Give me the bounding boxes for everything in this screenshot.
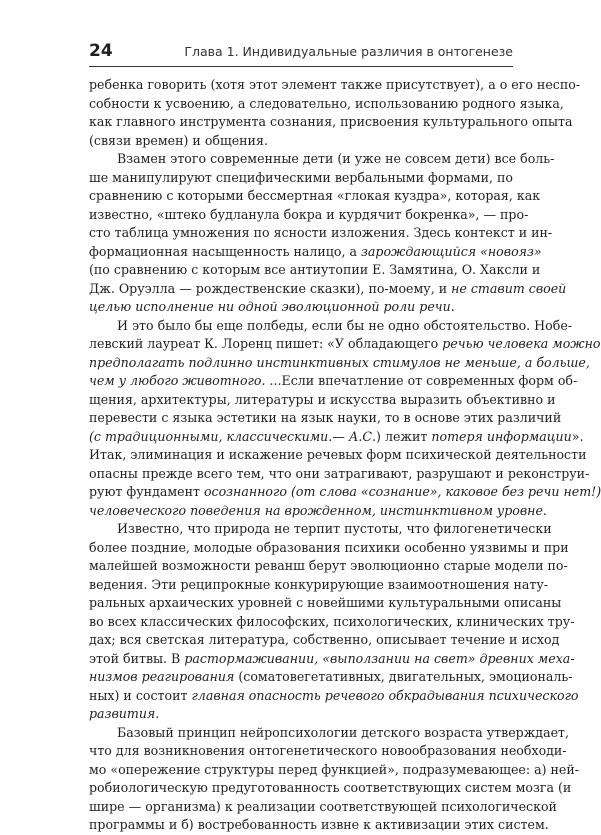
text-line (89, 132, 513, 151)
text-line (89, 206, 529, 225)
text-run: известно, «штеко будланула бокра и курдячит бокренка», — про- (89, 206, 529, 222)
text-line (89, 761, 580, 780)
text-line (89, 113, 573, 132)
italic-run: главная опасность речевого обкрадывания психического (191, 687, 579, 703)
italic-run: низмов реагирования (89, 669, 235, 684)
text-run: во всех классических философских, психологических, клинических тру- (89, 613, 575, 629)
italic-run: предполагать подлинно инстинктивных стимулов не меньше, а больше, (89, 354, 590, 370)
text-line (89, 483, 601, 502)
italic-run: осознанного (от слова «сознание», каковое без речи нет!) (203, 484, 601, 499)
italic-run: не ставит своей (451, 280, 567, 296)
text-run: ральных архаических уровней с новейшими культуральными описаны (89, 595, 562, 610)
text-run: что для возникновения онтогенетического новообразования необходи- (89, 743, 567, 758)
text-line (89, 224, 553, 243)
text-run: опасны прежде всего тем, что они затрагивают, разрушают и реконструи- (89, 465, 590, 481)
italic-run: развития. (89, 706, 160, 721)
text-line (89, 409, 562, 428)
text-run: (связи времен) и общения. (89, 132, 268, 148)
paragraph (89, 520, 579, 724)
italic-run: человеческого поведения на врожденном, инстинктивном уровне. (89, 502, 547, 518)
italic-run: ( (89, 428, 94, 444)
text-run: ». (571, 428, 584, 444)
text-run: как главного инструмента сознания, присвоения культурального опыта (89, 114, 573, 129)
text-line (89, 742, 567, 761)
text-run: левский лауреат К. Лоренц пишет: «У обладающего (89, 336, 443, 351)
text-run: сто таблица умножения по ясности изложения. Здесь контекст и ин- (89, 225, 553, 240)
italic-run: речью человека можно (442, 336, 601, 351)
text-line (89, 95, 564, 114)
text-run: ведения. Эти реципрокные конкурирующие взаимоотношения нату- (89, 576, 549, 592)
italic-run: с традиционными, классическими.— А.С. (93, 428, 377, 444)
text-line (89, 705, 513, 724)
text-line (89, 724, 569, 743)
text-run: И это было бы еще полбеды, если бы не одно обстоятельство. Нобе- (117, 317, 573, 333)
text-run: программы и б) востребованность извне к активизации этих систем. (89, 817, 549, 832)
text-run: сравнению с которыми бессмертная «глокая куздра», которая, как (89, 188, 541, 203)
paragraph (89, 317, 601, 521)
italic-run: целью исполнение ни одной эволюционной роли речи. (89, 299, 455, 314)
text-run: Взамен этого современные дети (и уже не совсем дети) все боль- (117, 151, 555, 166)
text-run: ребенка говорить (хотя этот элемент также присутствует), а о его неспо- (89, 77, 581, 92)
text-run: щения, архитектуры, литературы и искусства выразить объективно и (89, 391, 556, 407)
body-text (89, 76, 601, 835)
text-run: формационная насыщенность налицо, а (89, 243, 362, 259)
paragraph (89, 76, 581, 150)
text-run: дах; вся светская литература, собственно, описывает течение и исход (89, 632, 560, 647)
text-line (89, 187, 541, 206)
text-line (89, 354, 590, 373)
text-line (89, 613, 575, 632)
text-line (89, 169, 513, 188)
text-line (89, 280, 567, 299)
text-run: руют фундамент (89, 484, 204, 499)
text-line (89, 650, 575, 669)
italic-run: потеря информации (431, 428, 572, 444)
text-run: ...Если впечатление от современных форм об- (265, 373, 578, 388)
text-run: шире — организма) к реализации соответствующей психологической (89, 798, 557, 814)
text-run: (соматовегетативных, двигательных, эмоциональ- (234, 669, 573, 684)
text-line (89, 668, 573, 687)
text-line (89, 428, 584, 447)
text-line (89, 520, 552, 539)
text-run: Известно, что природа не терпит пустоты, что филогенетически (117, 521, 552, 536)
text-line (89, 576, 549, 595)
text-line (89, 816, 549, 835)
text-run: ) лежит (376, 428, 432, 444)
text-run: ных) и состоит (89, 687, 192, 703)
text-line (89, 261, 541, 280)
text-line (89, 317, 573, 336)
text-run: Дж. Оруэлла — рождественские сказки), по-моему, и (89, 280, 452, 296)
chapter-title: Глава 1. Индивидуальные различия в онтогенезе (184, 44, 513, 59)
text-line (89, 779, 572, 798)
text-line (89, 76, 581, 95)
text-run: мо «опережение структуры перед функцией», подразумевающее: а) ней- (89, 761, 580, 777)
text-line (89, 539, 569, 558)
text-line (89, 594, 562, 613)
text-line (89, 798, 557, 817)
text-run: (по сравнению с которым все антиутопии Е. Замятина, О. Хаксли и (89, 262, 541, 277)
text-line (89, 502, 547, 521)
text-line (89, 335, 601, 354)
header-rule (89, 66, 513, 67)
text-run: робиологическую предуготованность соответствующих систем мозга (и (89, 780, 572, 795)
text-line (89, 557, 568, 576)
paragraph (89, 150, 567, 317)
paragraph (89, 724, 580, 835)
text-line (89, 631, 560, 650)
text-run: Итак, элиминация и искажение речевых форм психической деятельности (89, 447, 587, 462)
text-run: малейшей возможности реванш берут эволюционно старые модели по- (89, 558, 568, 573)
text-run: Базовый принцип нейропсихологии детского возраста утверждает, (117, 724, 569, 740)
italic-run: чем у любого животного. (89, 373, 266, 388)
italic-run: зарождающийся «новояз» (361, 243, 542, 259)
text-run: собности к усвоению, а следовательно, использованию родного языка, (89, 95, 564, 111)
text-run: ше манипулируют специфическими вербальными формами, по (89, 169, 513, 185)
text-line (89, 372, 578, 391)
text-line (89, 465, 590, 484)
page-number: 24 (89, 41, 113, 61)
text-run: этой битвы. В (89, 650, 185, 666)
text-line (89, 150, 555, 169)
text-line (89, 243, 542, 262)
text-line (89, 391, 556, 410)
text-run: перевести с языка эстетики на язык науки, то в основе этих различий (89, 410, 562, 425)
italic-run: растормаживании, «выползании на свет» древних меха- (184, 650, 575, 666)
text-line (89, 446, 587, 465)
text-line (89, 687, 579, 706)
text-run: более поздние, молодые образования психики особенно уязвимы и при (89, 539, 569, 555)
running-header (89, 40, 513, 64)
text-line (89, 298, 513, 317)
